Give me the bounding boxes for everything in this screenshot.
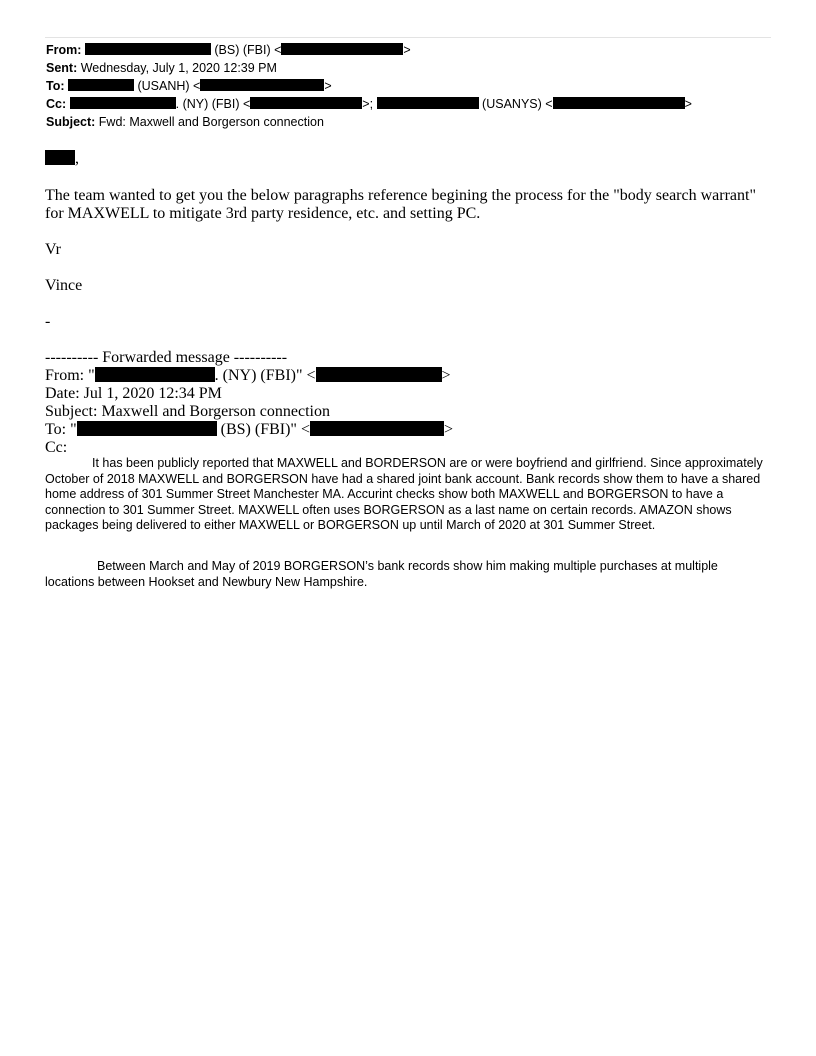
forwarded-to-row xyxy=(45,421,453,439)
sent-label: Sent: xyxy=(46,61,78,75)
fwd-to-text: (BS) (FBI)" < xyxy=(220,421,310,438)
forwarded-subject-row: Subject: Maxwell and Borgerson connection xyxy=(45,403,330,420)
header-cc-row xyxy=(46,95,692,113)
fwd-from-close: > xyxy=(441,367,451,384)
to-label: To: xyxy=(46,79,65,93)
signature: Vince xyxy=(45,277,83,294)
closing: Vr xyxy=(45,241,61,258)
greeting-suffix: , xyxy=(75,150,79,167)
redaction-box xyxy=(45,150,75,165)
fwd-from-text: . (NY) (FBI)" < xyxy=(214,367,316,384)
to-text: (USANH) < xyxy=(137,79,201,93)
subject-label: Subject: xyxy=(46,115,96,129)
cc-text-3: (USANYS) < xyxy=(482,97,553,111)
forwarded-divider: ---------- Forwarded message ---------- xyxy=(45,349,288,366)
redaction-box xyxy=(68,79,134,91)
from-text: (BS) (FBI) < xyxy=(214,43,282,57)
report-paragraph-2: Between March and May of 2019 BORGERSON’s bank records show him making multiple purchases at multiple locations between Hookset and Newbury New Hampshire. xyxy=(45,559,718,589)
sent-value: Wednesday, July 1, 2020 12:39 PM xyxy=(80,61,277,75)
cc-text-1: . (NY) (FBI) < xyxy=(175,97,251,111)
forwarded-date-row: Date: Jul 1, 2020 12:34 PM xyxy=(45,385,222,402)
redaction-box xyxy=(77,421,217,436)
header-from-row xyxy=(46,41,692,59)
dash-line: - xyxy=(45,313,51,330)
forwarded-header xyxy=(45,349,453,457)
subject-value: Fwd: Maxwell and Borgerson connection xyxy=(98,115,324,129)
forwarded-from-row xyxy=(45,367,453,385)
redaction-box xyxy=(85,43,211,55)
header-to-row xyxy=(46,77,692,95)
header-sent-row xyxy=(46,59,692,77)
forwarded-cc-row: Cc: xyxy=(45,439,68,456)
fwd-from-prefix: From: " xyxy=(45,367,95,384)
to-close: > xyxy=(324,79,332,93)
body-paragraph: The team wanted to get you the below paragraphs reference begining the process for the "body search warrant" for MAXWELL to mitigate 3rd party residence, etc. and setting PC. xyxy=(45,187,756,222)
redaction-box xyxy=(200,79,324,91)
header-subject-row xyxy=(46,113,692,131)
redaction-box xyxy=(316,367,442,382)
report-paragraph-1: It has been publicly reported that MAXWELL and BORDERSON are or were boyfriend and girlfriend. Since approximately October of 2018 MAXWELL and BORGERSON have had a shared joint bank account. Bank records show them to have a shared home address of 301 Summer Street Manchester MA. Accurint checks show both MAXWELL and BORGERSON to have a connection to 301 Summer Street. MAXWELL often uses BORGERSON as a last name on certain records. AMAZON shows packages being delivered to either MAXWELL or BORGERSON up until March of 2020 at 301 Summer Street. xyxy=(45,456,763,532)
redaction-box xyxy=(310,421,444,436)
redaction-box xyxy=(250,97,362,109)
email-header xyxy=(46,41,692,131)
redaction-box xyxy=(281,43,403,55)
cc-label: Cc: xyxy=(46,97,67,111)
from-label: From: xyxy=(46,43,82,57)
from-close: > xyxy=(403,43,411,57)
redaction-box xyxy=(553,97,685,109)
redaction-box xyxy=(95,367,215,382)
cc-close: > xyxy=(684,97,692,111)
fwd-to-prefix: To: " xyxy=(45,421,77,438)
top-divider xyxy=(45,37,771,38)
greeting xyxy=(45,150,775,168)
redaction-box xyxy=(70,97,176,109)
fwd-to-close: > xyxy=(443,421,454,438)
redaction-box xyxy=(377,97,479,109)
cc-text-2: >; xyxy=(362,97,374,111)
